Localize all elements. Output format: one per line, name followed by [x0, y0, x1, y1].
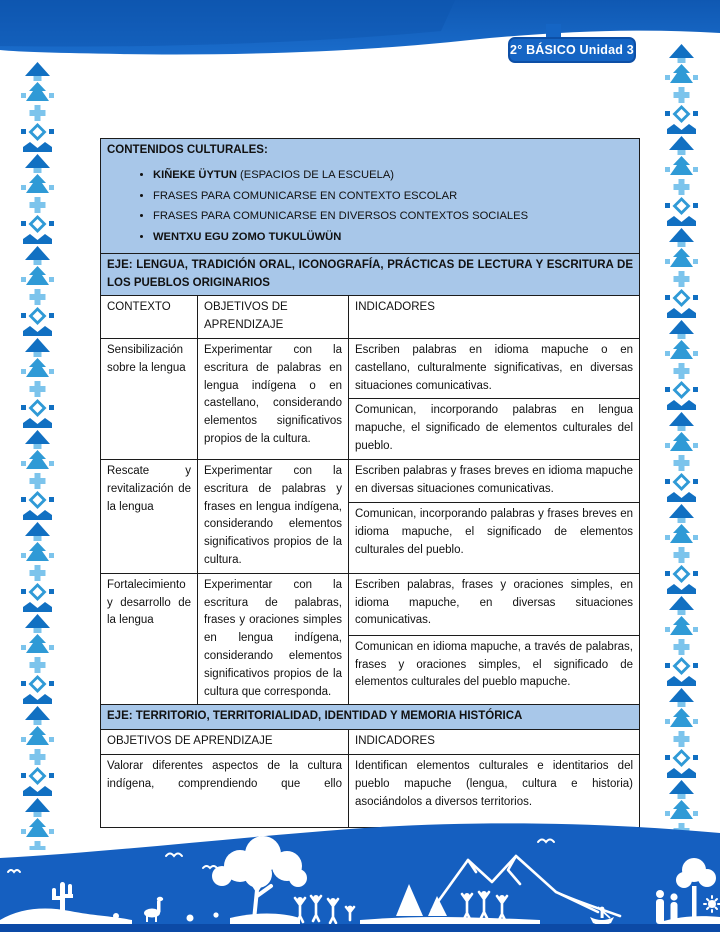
- left-totem-border: [19, 60, 56, 850]
- shrub-icon: [113, 913, 119, 919]
- contenidos-title: CONTENIDOS CULTURALES:: [107, 144, 268, 156]
- indicador-cell: Identifican elementos culturales e identitarios del pueblo mapuche (lengua, cultura e historia) asociándolos a diversos territorios.: [349, 755, 640, 828]
- indicador-cell: Comunican, incorporando palabras en lengua mapuche, el significado de elementos culturales del pueblo.: [349, 399, 640, 459]
- unit-badge: [508, 37, 636, 63]
- indicador-cell: Escriben palabras y frases breves en idioma mapuche en diversas situaciones comunicativas.: [349, 459, 640, 502]
- col-header-contexto: CONTEXTO: [101, 296, 198, 339]
- indicador-cell: Comunican, incorporando palabras y frases breves en idioma mapuche, el significado de elementos culturales del pueblo.: [349, 503, 640, 573]
- col-header-indicadores: INDICADORES: [349, 296, 640, 339]
- contenidos-culturales-cell: [101, 139, 640, 254]
- table-row: [101, 459, 640, 502]
- objetivo-cell: Valorar diferentes aspectos de la cultura indígena, comprendiendo que ello: [101, 755, 349, 828]
- bullet-bold-text: WENTXU EGU ZOMO TUKULÜWÜN: [153, 231, 342, 244]
- table-row: [101, 339, 640, 399]
- right-totem-border: [663, 42, 700, 832]
- col-header-indicadores: INDICADORES: [349, 730, 640, 755]
- list-item: [153, 208, 633, 224]
- indicador-cell: Escriben palabras en idioma mapuche o en castellano, culturalmente significativas, en diversas situaciones comunicativas.: [349, 339, 640, 399]
- eje1-header: EJE: LENGUA, TRADICIÓN ORAL, ICONOGRAFÍA, PRÁCTICAS DE LECTURA Y ESCRITURA DE LOS PUEBLOS ORIGINARIOS: [101, 253, 640, 296]
- contexto-cell: Sensibilización sobre la lengua: [101, 339, 198, 460]
- footer-dark-strip: [0, 924, 720, 932]
- table-row: [101, 573, 640, 635]
- table-row: [101, 705, 640, 730]
- shrub-icon: [187, 915, 194, 922]
- objetivo-cell: Experimentar con la escritura de palabras en lengua indígena o en castellano, considerando elementos significativos propios de la cultura.: [198, 339, 349, 460]
- indicador-cell: Comunican en idioma mapuche, a través de palabras, frases y oraciones simples, el significado de elementos culturales del pueblo mapuche.: [349, 635, 640, 705]
- eje2-header: EJE: TERRITORIO, TERRITORIALIDAD, IDENTIDAD Y MEMORIA HISTÓRICA: [101, 705, 640, 730]
- contenidos-list: [107, 167, 633, 245]
- table-row: [101, 253, 640, 296]
- unit-badge-label: 2° BÁSICO Unidad 3: [510, 43, 634, 57]
- col-header-objetivos: OBJETIVOS DE APRENDIZAJE: [101, 730, 349, 755]
- list-item: [153, 167, 633, 183]
- indicador-cell: Escriben palabras, frases y oraciones simples, en idioma mapuche, en diversas situaciones comunicativas.: [349, 573, 640, 635]
- contexto-cell: Fortalecimiento y desarrollo de la lengua: [101, 573, 198, 705]
- shrub-icon: [213, 912, 218, 917]
- footer-landscape-graphic: [0, 812, 720, 932]
- list-item: [153, 188, 633, 204]
- curriculum-table: [100, 138, 640, 828]
- table-row: [101, 139, 640, 254]
- sun-icon: [704, 896, 720, 912]
- bullet-text: (ESPACIOS DE LA ESCUELA): [236, 168, 395, 181]
- objetivo-cell: Experimentar con la escritura de palabras y frases en lengua indígena, considerando elementos significativos propios de la cultura.: [198, 459, 349, 573]
- contexto-cell: Rescate y revitalización de la lengua: [101, 459, 198, 573]
- bullet-bold-text: KIÑEKE ÜYTUN: [153, 168, 237, 181]
- bullet-text: FRASES PARA COMUNICARSE EN CONTEXTO ESCOLAR: [153, 189, 458, 202]
- bullet-text: FRASES PARA COMUNICARSE EN DIVERSOS CONTEXTOS SOCIALES: [153, 210, 529, 223]
- list-item: [153, 229, 633, 245]
- objetivo-cell: Experimentar con la escritura de palabras, frases y oraciones simples en lengua indígena, considerando elementos significativos propios de la cultura que corresponda.: [198, 573, 349, 705]
- col-header-objetivos: OBJETIVOS DE APRENDIZAJE: [198, 296, 349, 339]
- table-header-row: [101, 730, 640, 755]
- table-header-row: [101, 296, 640, 339]
